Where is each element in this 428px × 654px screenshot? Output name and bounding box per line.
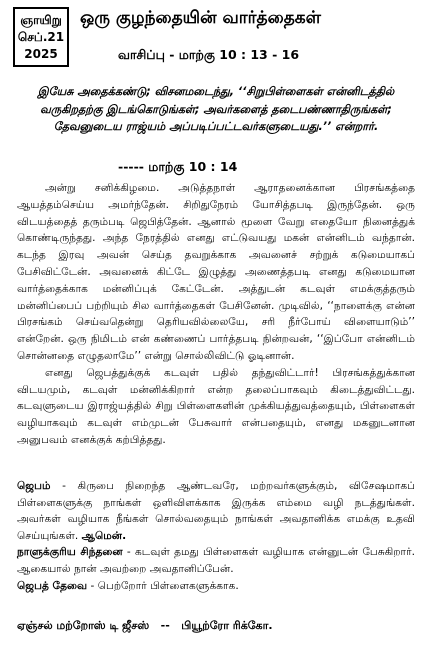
prayer-need-text: - பெற்றோர் பிள்ளைகளுக்காக. [87,579,239,592]
date-box [13,7,69,67]
prayer [17,478,415,544]
closing-section [17,478,415,594]
body-paragraph: எனது ஜெபத்துக்குக் கடவுள் பதில் தந்துவிட்டார்! பிரசங்கத்துக்கான விடயமும், கடவுள் மன்னிக்கிறார் என்ற தலைப்பாகவும் கிடைத்துவிட்டது. கடவுளுடைய இராஜ்யத்தில் சிறு பிள்ளைகளின் முக்கியத்துவத்தையும், பிள்ளைகள் வழியாகவும் கடவுள் எம்முடன் பேசுவார் என்பதையும், எனது மகனுடனான அனுபவம் எனக்குக் கற்பித்தது. [17,366,415,446]
date-date: செப்.21 [17,29,65,44]
daily-thought-text: - கடவுள் தமது பிள்ளைகள் வழியாக என்னுடன் பேசுகிறார். ஆகையால் நான் அவற்றை அவதானிப்பேன். [17,546,415,575]
reading-reference: வாசிப்பு - மாற்கு 10 : 13 - 16 [118,47,300,62]
date-year: 2025 [24,46,58,61]
author-separator: -- [160,619,170,632]
prayer-amen: ஆமென். [81,529,127,542]
date-day: ஞாயிறு [20,12,62,27]
prayer-need-label: ஜெபத் தேவை [17,579,88,592]
body-text [17,180,415,449]
prayer-need [17,578,415,595]
prayer-text: - கிருபை நிறைந்த ஆண்டவரே, மற்றவர்களுக்கும், விசேஷமாகப் பிள்ளைகளுக்கு நாங்கள் ஒளிவிளக்காக இருக்க எம்மை வழி நடத்துங்கள். அவர்கள் வழியாக நீங்கள் சொல்வதையும் நாங்கள் அவதானிக்க எமக்கு உதவி செய்யுங்கள். [17,480,415,542]
author-line [17,617,415,635]
key-verse: இயேசு அதைக்கண்டு; விசனமடைந்து, ‘‘சிறுபிள்ளைகள் என்னிடத்தில் வருகிறதற்கு இடங்கொடுங்கள்; அவர்களைத் தடைபண்ணாதிருங்கள்; தேவனுடைய ராஜ்யம் அப்படிப்பட்டவர்களுடையது.’’ என்றார். [37,85,395,133]
author-place: பியூற்ரோ ரிக்கோ. [181,619,273,632]
body-paragraph: அன்று சனிக்கிழமை. அடுத்தநாள் ஆராதனைக்கான பிரசங்கத்தை ஆயத்தம்செய்ய அமர்ந்தேன். சிறிதுநேரம் யோசித்தபடி இருந்தேன். ஒரு விடயத்தைத் தரும்படி ஜெபித்தேன். ஆனால் மூளை வேறு எதையோ நினைத்துக் கொண்டிருந்தது. அந்த நேரத்தில் எனது எட்டுவயது மகன் என்னிடம் வந்தான். கடந்த இரவு அவன் செய்த தவறுக்காக அவனைச் சற்றுக் கடுமையாகப் பேசிவிட்டேன். அவனைக் கிட்டே இழுத்து அணைத்தபடி எனது கடுமையான வார்த்தைக்காக மன்னிப்புக் கேட்டேன். அத்துடன் கடவுள் எமக்குத்தரும் மன்னிப்பைப் பற்றியும் சில வார்த்தைகள் பேசினேன். முடிவில், ‘‘நாளைக்கு என்ன பிரசங்கம் செய்வதென்று தெரியவில்லையே, சரி நீர்போய் விளையாடும்’’ என்றேன். ஒரு நிமிடம் என் கண்ணைப் பார்த்தபடி நின்றவன், ‘‘இப்போ என்னிடம் சொன்னதை எழுதலாமே’’ என்று சொல்லிவிட்டு ஓடினான். [17,182,415,362]
daily-thought-label: நாளுக்குரிய சிந்தனை [17,546,123,559]
verse-reference: ----- மாற்கு 10 : 14 [118,159,238,174]
daily-thought [17,544,415,577]
page-title: ஒரு குழந்தையின் வார்த்தைகள் [80,8,322,28]
author-name: ஏஞ்சல் மற்றோஸ் டி ஜீசஸ் [17,619,150,632]
prayer-label: ஜெபம் [17,480,51,492]
